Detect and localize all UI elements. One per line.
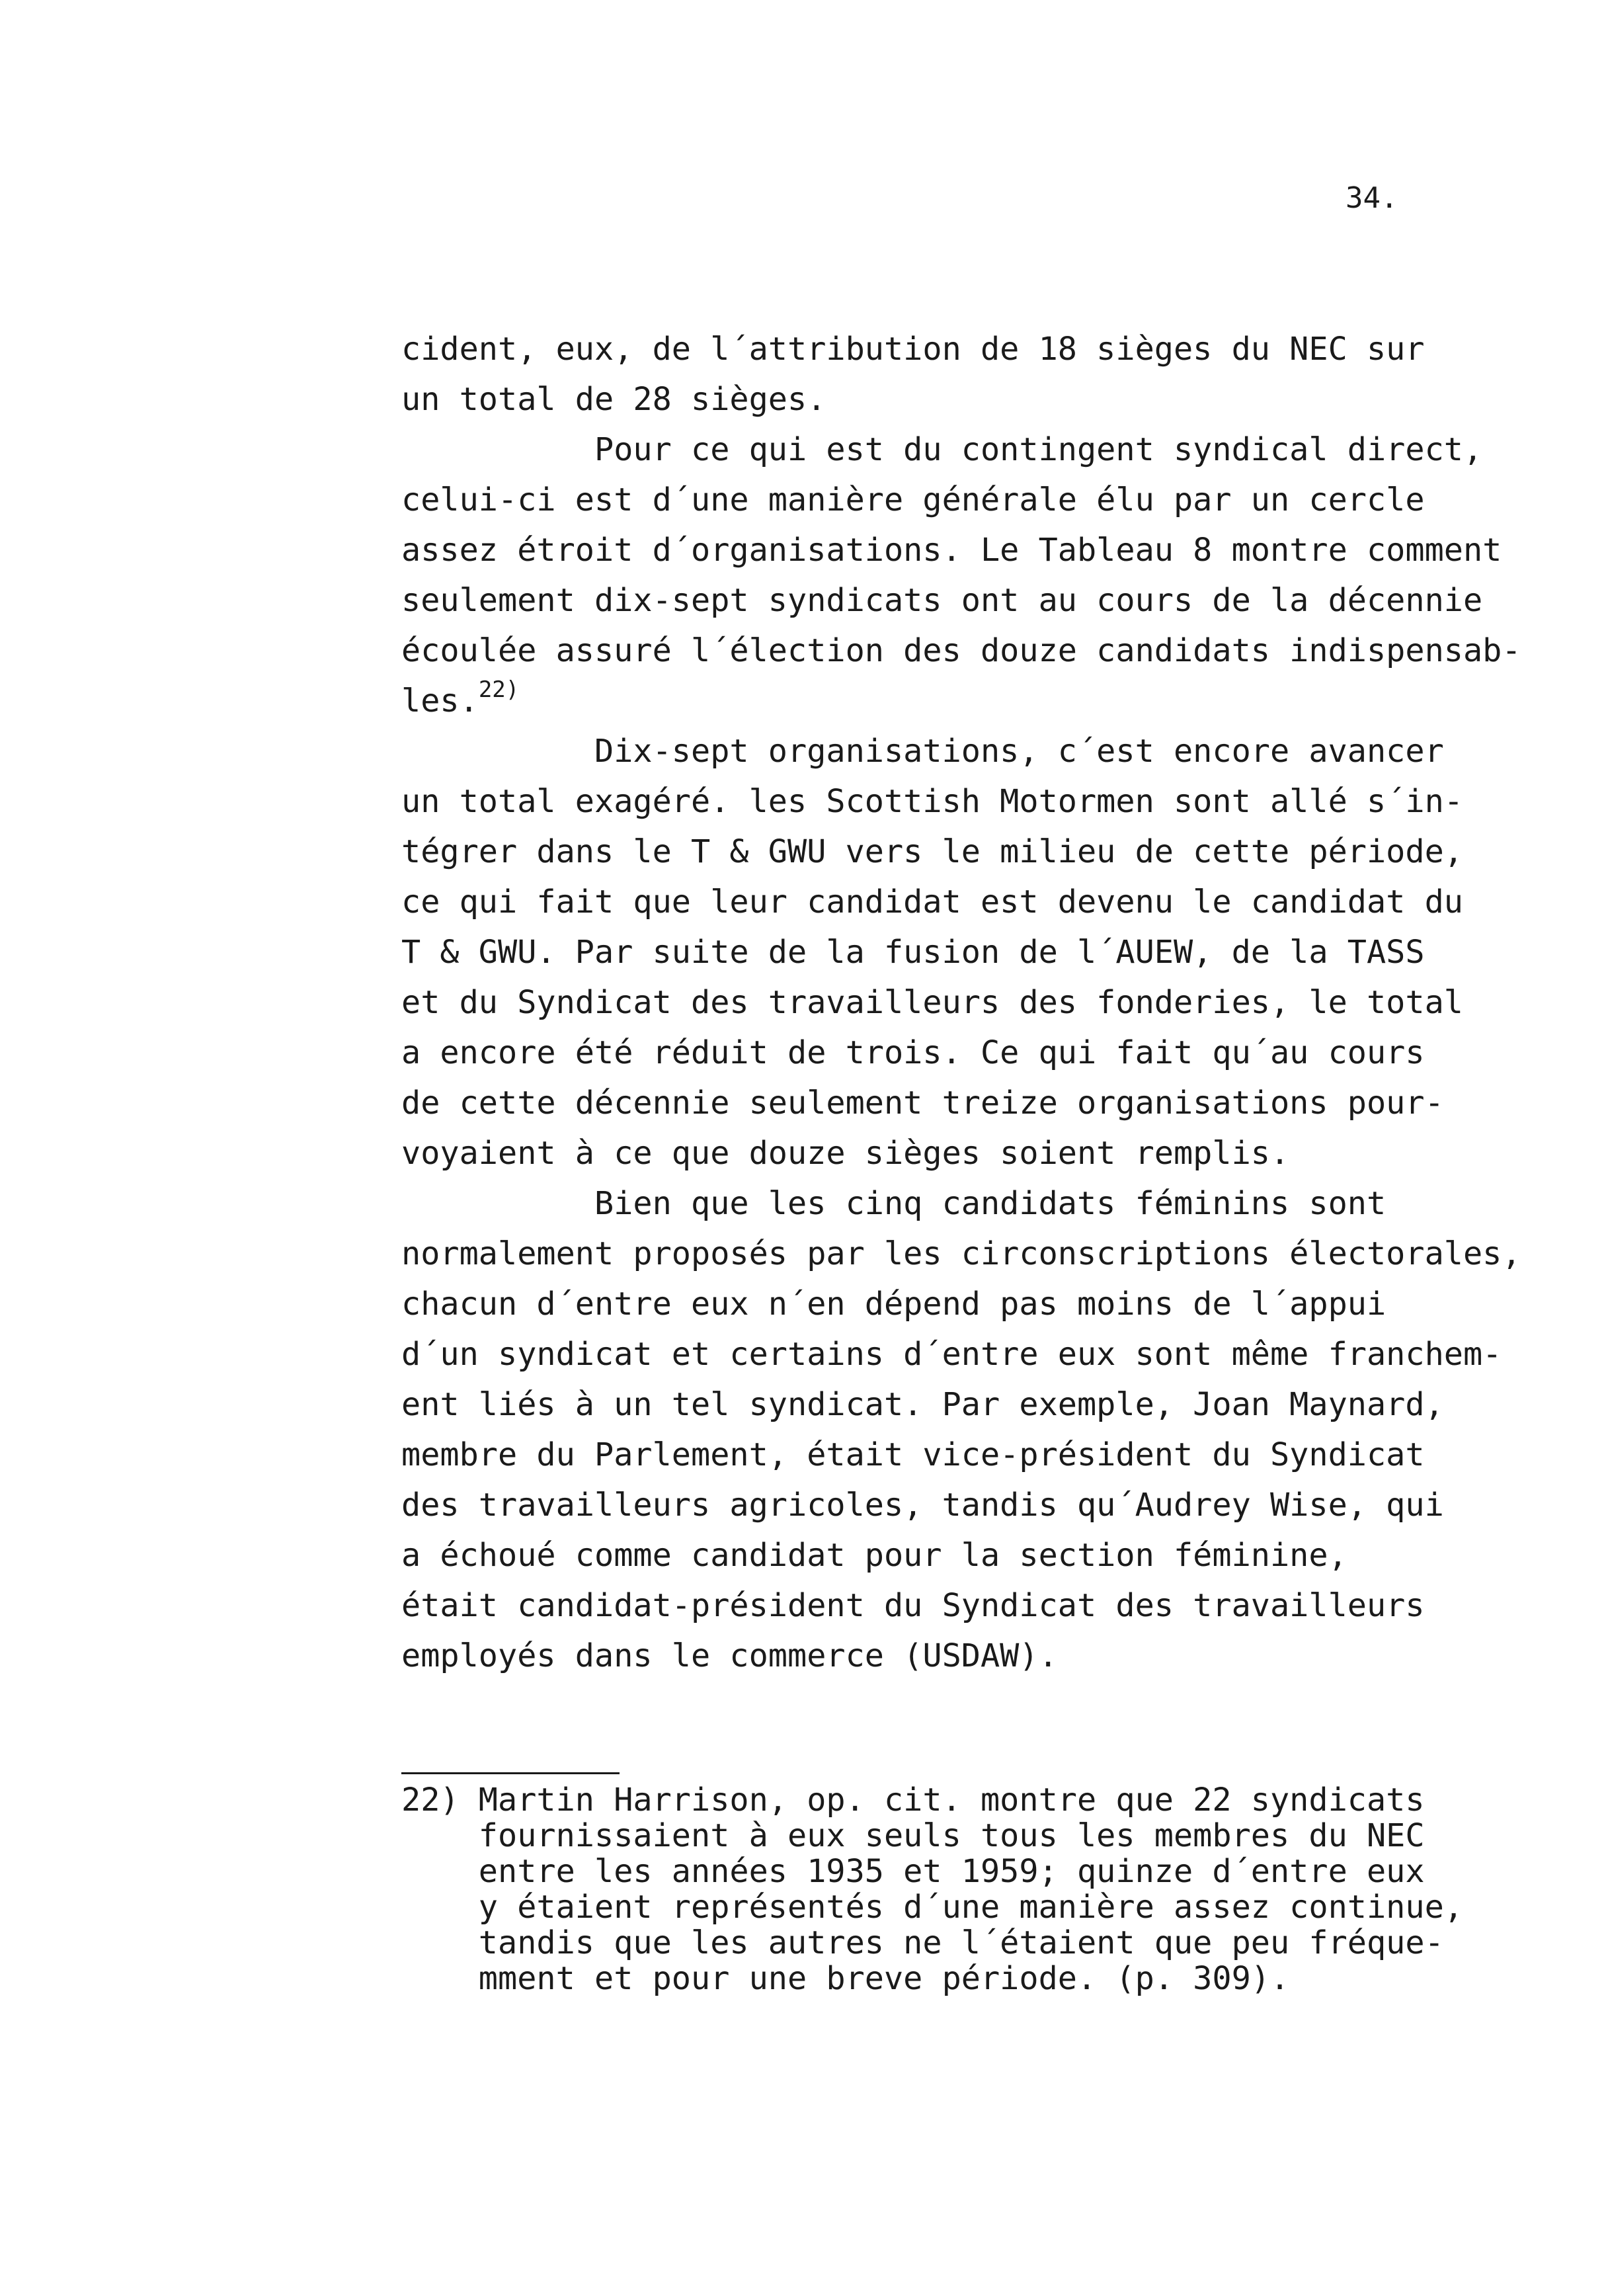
footnote-line: fournissaient à eux seuls tous les membres du NEC	[401, 1817, 1425, 1854]
body-line: cident, eux, de l´attribution de 18 sièges du NEC sur	[401, 331, 1425, 368]
body-line	[401, 676, 1565, 726]
footnote-line: y étaient représentés d´une manière assez continue,	[401, 1889, 1463, 1926]
body-line: Bien que les cinq candidats féminins sont	[401, 1185, 1387, 1222]
footnote-reference: 22)	[478, 676, 520, 703]
footnote-line: 22) Martin Harrison, op. cit. montre que 22 syndicats	[401, 1782, 1425, 1819]
body-line: et du Syndicat des travailleurs des fonderies, le total	[401, 984, 1463, 1021]
body-text	[401, 324, 1565, 1681]
body-line: membre du Parlement, était vice-président du Syndicat	[401, 1436, 1425, 1473]
body-line: employés dans le commerce (USDAW).	[401, 1637, 1058, 1674]
page-number: 34.	[1346, 181, 1398, 215]
body-line: seulement dix-sept syndicats ont au cours de la décennie	[401, 582, 1483, 619]
body-line: ent liés à un tel syndicat. Par exemple, Joan Maynard,	[401, 1386, 1444, 1423]
body-line: d´un syndicat et certains d´entre eux sont même franchem-	[401, 1336, 1502, 1373]
body-line: voyaient à ce que douze sièges soient remplis.	[401, 1135, 1290, 1172]
body-line: assez étroit d´organisations. Le Tableau 8 montre comment	[401, 532, 1502, 569]
body-line: était candidat-président du Syndicat des travailleurs	[401, 1587, 1425, 1624]
body-line: un total exagéré. les Scottish Motormen sont allé s´in-	[401, 783, 1463, 820]
body-line: des travailleurs agricoles, tandis qu´Audrey Wise, qui	[401, 1487, 1444, 1524]
footnote-line: entre les années 1935 et 1959; quinze d´entre eux	[401, 1853, 1425, 1890]
body-line: celui-ci est d´une manière générale élu par un cercle	[401, 481, 1425, 518]
body-line: chacun d´entre eux n´en dépend pas moins de l´appui	[401, 1286, 1387, 1323]
body-line: Pour ce qui est du contingent syndical direct,	[401, 431, 1483, 468]
body-line: a échoué comme candidat pour la section féminine,	[401, 1537, 1347, 1574]
body-line: a encore été réduit de trois. Ce qui fait qu´au cours	[401, 1034, 1425, 1071]
body-line: tégrer dans le T & GWU vers le milieu de cette période,	[401, 833, 1463, 870]
body-line: normalement proposés par les circonscriptions électorales,	[401, 1235, 1521, 1272]
body-line-text: les.	[401, 682, 479, 719]
body-line: écoulée assuré l´élection des douze candidats indispensab-	[401, 632, 1521, 669]
body-line: un total de 28 sièges.	[401, 381, 826, 418]
footnote	[401, 1772, 1525, 1996]
body-line: de cette décennie seulement treize organisations pour-	[401, 1085, 1444, 1122]
body-line: T & GWU. Par suite de la fusion de l´AUEW, de la TASS	[401, 934, 1425, 971]
footnote-line: mment et pour une breve période. (p. 309).	[401, 1960, 1290, 1997]
body-line: Dix-sept organisations, c´est encore avancer	[401, 733, 1444, 770]
footnote-line: tandis que les autres ne l´étaient que peu fréque-	[401, 1924, 1444, 1961]
footnote-divider	[401, 1772, 620, 1774]
body-line: ce qui fait que leur candidat est devenu le candidat du	[401, 883, 1463, 921]
